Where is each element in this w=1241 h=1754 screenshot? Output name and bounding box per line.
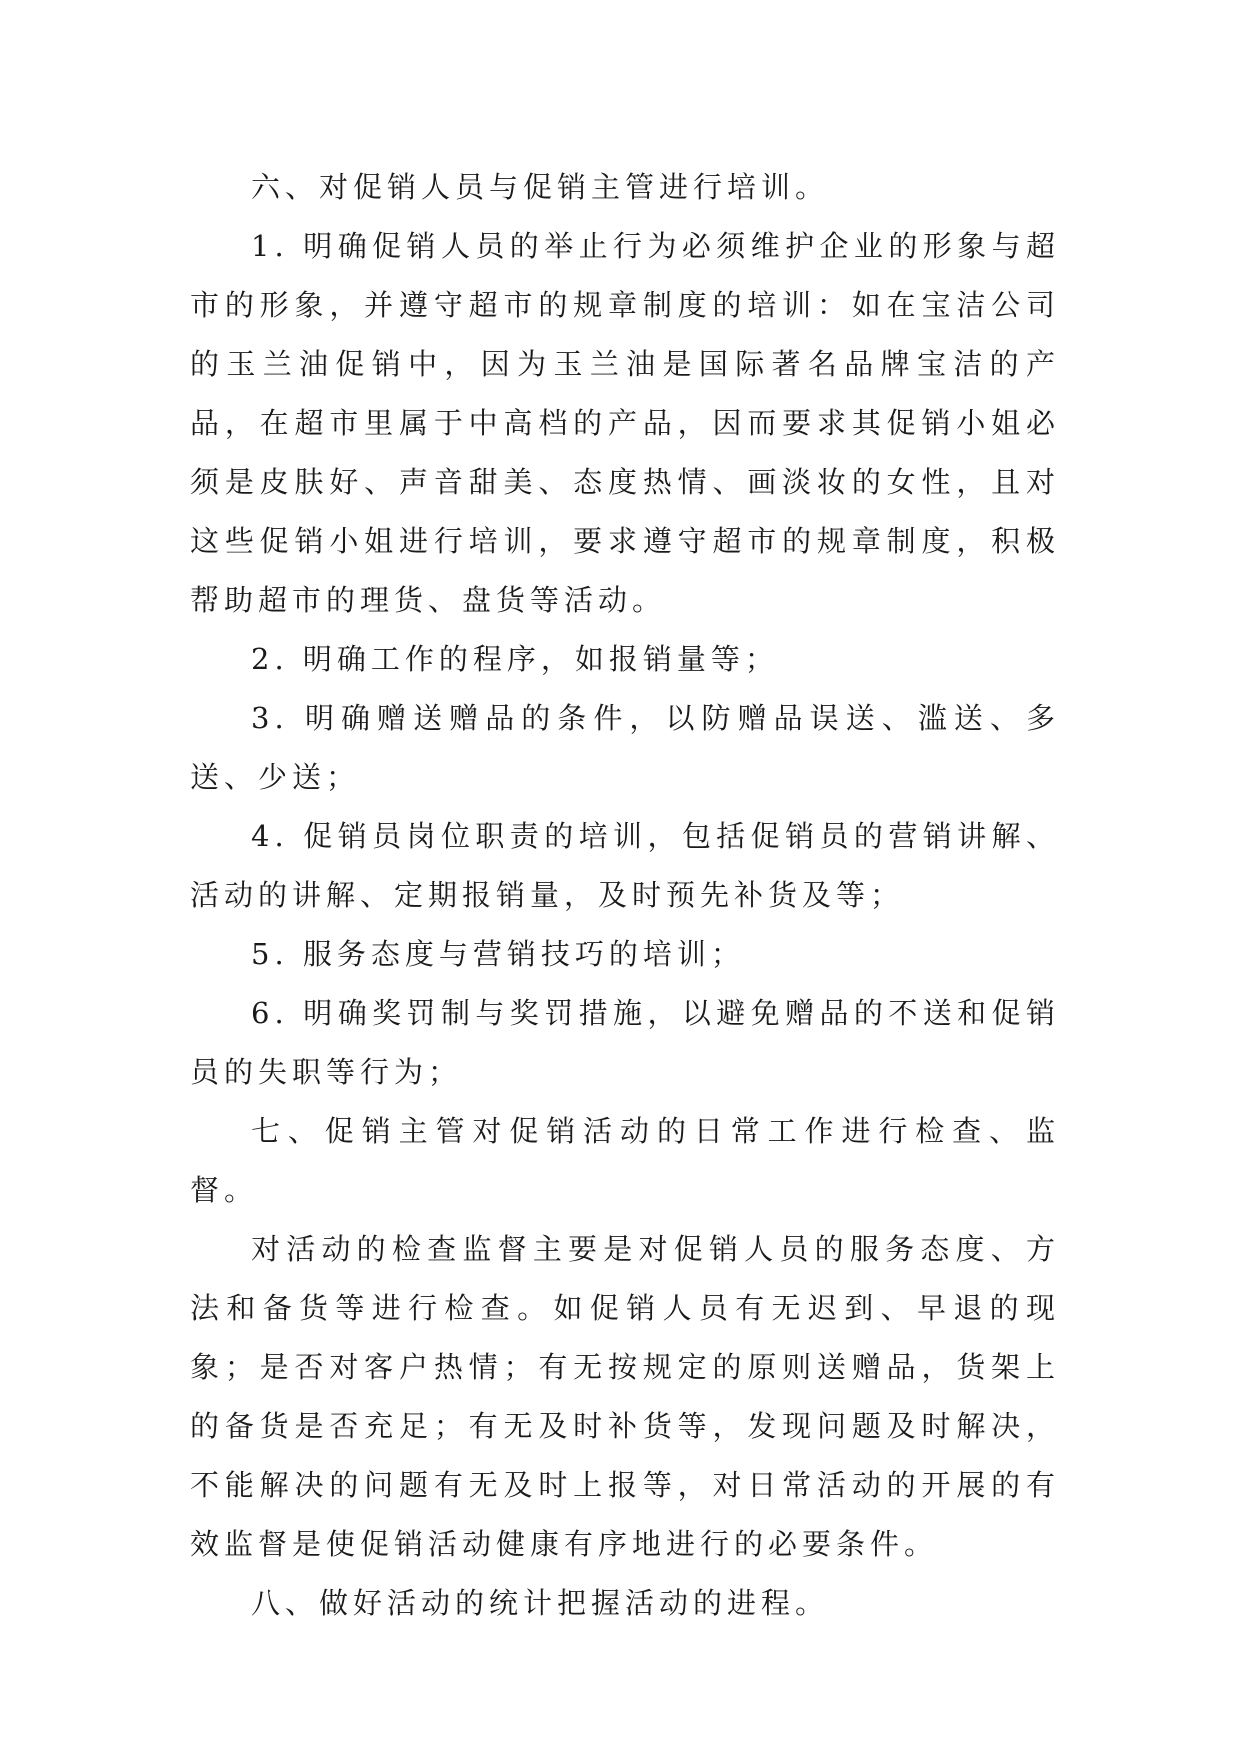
training-item-3: 3. 明确赠送赠品的条件，以防赠品误送、滥送、多送、少送； <box>190 701 1060 794</box>
supervision-paragraph: 对活动的检查监督主要是对促销人员的服务态度、方法和备货等进行检查。如促销人员有无迟到、早退的现象；是否对客户热情；有无按规定的原则送赠品，货架上的备货是否充足；有无及时补货等，发现问题及时解决，不能解决的问题有无及时上报等，对日常活动的开展的有效监督是使促销活动健康有序地进行的必要条件。 <box>190 1232 1060 1561</box>
training-item-4: 4. 促销员岗位职责的培训，包括促销员的营销讲解、活动的讲解、定期报销量，及时预先补货及等； <box>190 819 1060 912</box>
training-item-2: 2. 明确工作的程序，如报销量等； <box>251 642 779 676</box>
document-body <box>190 158 1060 1633</box>
training-item-5: 5. 服务态度与营销技巧的培训； <box>251 937 745 971</box>
section-heading-statistics: 八、做好活动的统计把握活动的进程。 <box>251 1586 830 1620</box>
training-item-6: 6. 明确奖罚制与奖罚措施，以避免赠品的不送和促销员的失职等行为； <box>190 996 1060 1089</box>
section-heading-training: 六、对促销人员与促销主管进行培训。 <box>251 170 830 204</box>
section-heading-supervision: 七、促销主管对促销活动的日常工作进行检查、监督。 <box>190 1114 1060 1207</box>
training-item-1: 1. 明确促销人员的举止行为必须维护企业的形象与超市的形象，并遵守超市的规章制度的培训：如在宝洁公司的玉兰油促销中，因为玉兰油是国际著名品牌宝洁的产品，在超市里属于中高档的产品，因而要求其促销小姐必须是皮肤好、声音甜美、态度热情、画淡妆的女性，且对这些促销小姐进行培训，要求遵守超市的规章制度，积极帮助超市的理货、盘货等活动。 <box>190 229 1060 617</box>
